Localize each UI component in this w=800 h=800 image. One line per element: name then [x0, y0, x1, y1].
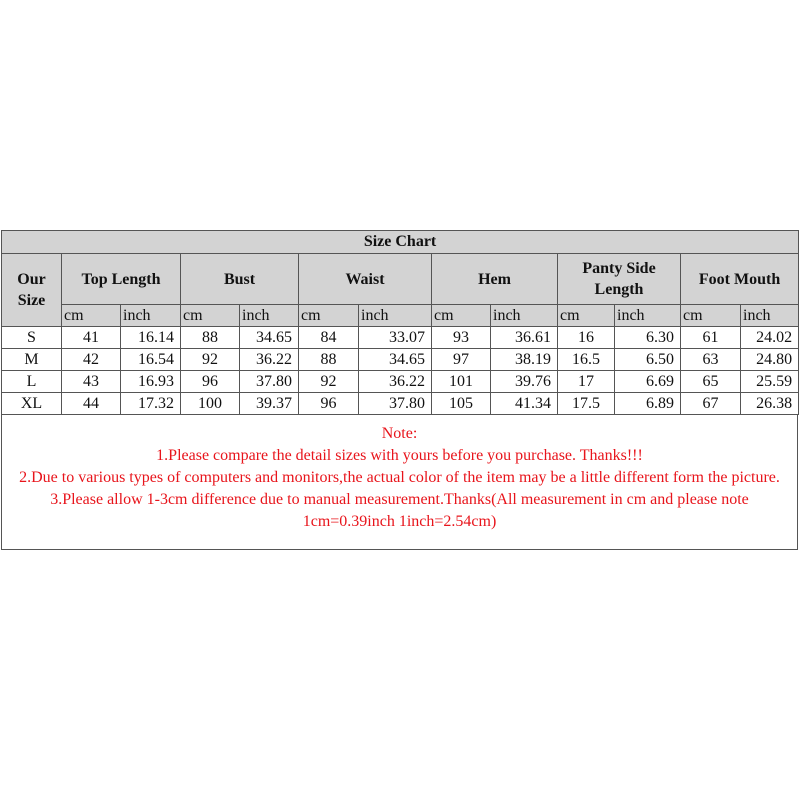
value-cell: 93	[432, 327, 491, 349]
value-cell: 17.32	[121, 393, 181, 415]
size-chart	[1, 230, 798, 550]
value-cell: 97	[432, 349, 491, 371]
value-cell: 16.93	[121, 371, 181, 393]
value-cell: 88	[299, 349, 359, 371]
value-cell: 6.69	[615, 371, 681, 393]
value-cell: 24.02	[741, 327, 799, 349]
group-header: Waist	[299, 254, 432, 305]
note-line: 3.Please allow 1-3cm difference due to manual measurement.Thanks(All measurement in cm and please note 1cm=0.39inch 1inch=2.54cm)	[50, 491, 749, 530]
value-cell: 37.80	[240, 371, 299, 393]
group-header: Bust	[181, 254, 299, 305]
table-row	[2, 327, 799, 349]
value-cell: 41.34	[491, 393, 558, 415]
size-cell: S	[2, 327, 62, 349]
value-cell: 39.76	[491, 371, 558, 393]
unit-header: cm	[62, 305, 121, 327]
table-row	[2, 349, 799, 371]
value-cell: 26.38	[741, 393, 799, 415]
value-cell: 36.61	[491, 327, 558, 349]
value-cell: 96	[181, 371, 240, 393]
value-cell: 36.22	[240, 349, 299, 371]
value-cell: 41	[62, 327, 121, 349]
value-cell: 16.54	[121, 349, 181, 371]
group-header: Hem	[432, 254, 558, 305]
value-cell: 38.19	[491, 349, 558, 371]
value-cell: 105	[432, 393, 491, 415]
value-cell: 6.50	[615, 349, 681, 371]
value-cell: 16.5	[558, 349, 615, 371]
notes	[1, 415, 798, 550]
value-cell: 37.80	[359, 393, 432, 415]
unit-header: inch	[121, 305, 181, 327]
value-cell: 16	[558, 327, 615, 349]
value-cell: 17	[558, 371, 615, 393]
note-heading: Note:	[381, 425, 418, 442]
group-header: Panty Side Length	[558, 254, 681, 305]
value-cell: 61	[681, 327, 741, 349]
value-cell: 34.65	[359, 349, 432, 371]
value-cell: 92	[299, 371, 359, 393]
table-row	[2, 371, 799, 393]
value-cell: 44	[62, 393, 121, 415]
value-cell: 88	[181, 327, 240, 349]
value-cell: 17.5	[558, 393, 615, 415]
group-header: Top Length	[62, 254, 181, 305]
table-row	[2, 393, 799, 415]
size-cell: XL	[2, 393, 62, 415]
value-cell: 67	[681, 393, 741, 415]
value-cell: 39.37	[240, 393, 299, 415]
size-cell: L	[2, 371, 62, 393]
value-cell: 84	[299, 327, 359, 349]
unit-header: cm	[299, 305, 359, 327]
value-cell: 36.22	[359, 371, 432, 393]
size-cell: M	[2, 349, 62, 371]
value-cell: 24.80	[741, 349, 799, 371]
unit-header: inch	[491, 305, 558, 327]
value-cell: 6.89	[615, 393, 681, 415]
value-cell: 25.59	[741, 371, 799, 393]
table-title: Size Chart	[2, 231, 799, 254]
value-cell: 43	[62, 371, 121, 393]
value-cell: 65	[681, 371, 741, 393]
size-header: Our Size	[2, 254, 62, 327]
value-cell: 16.14	[121, 327, 181, 349]
value-cell: 42	[62, 349, 121, 371]
value-cell: 34.65	[240, 327, 299, 349]
group-header: Foot Mouth	[681, 254, 799, 305]
value-cell: 33.07	[359, 327, 432, 349]
unit-header: cm	[558, 305, 615, 327]
size-table	[1, 230, 799, 415]
unit-header: inch	[240, 305, 299, 327]
unit-header: cm	[432, 305, 491, 327]
value-cell: 6.30	[615, 327, 681, 349]
value-cell: 63	[681, 349, 741, 371]
unit-header: cm	[681, 305, 741, 327]
unit-header: inch	[359, 305, 432, 327]
value-cell: 92	[181, 349, 240, 371]
value-cell: 101	[432, 371, 491, 393]
value-cell: 100	[181, 393, 240, 415]
unit-header: cm	[181, 305, 240, 327]
value-cell: 96	[299, 393, 359, 415]
unit-header: inch	[741, 305, 799, 327]
note-line: 2.Due to various types of computers and monitors,the actual color of the item may be a little different form the picture.	[19, 469, 780, 486]
note-line: 1.Please compare the detail sizes with yours before you purchase. Thanks!!!	[156, 447, 643, 464]
unit-header: inch	[615, 305, 681, 327]
